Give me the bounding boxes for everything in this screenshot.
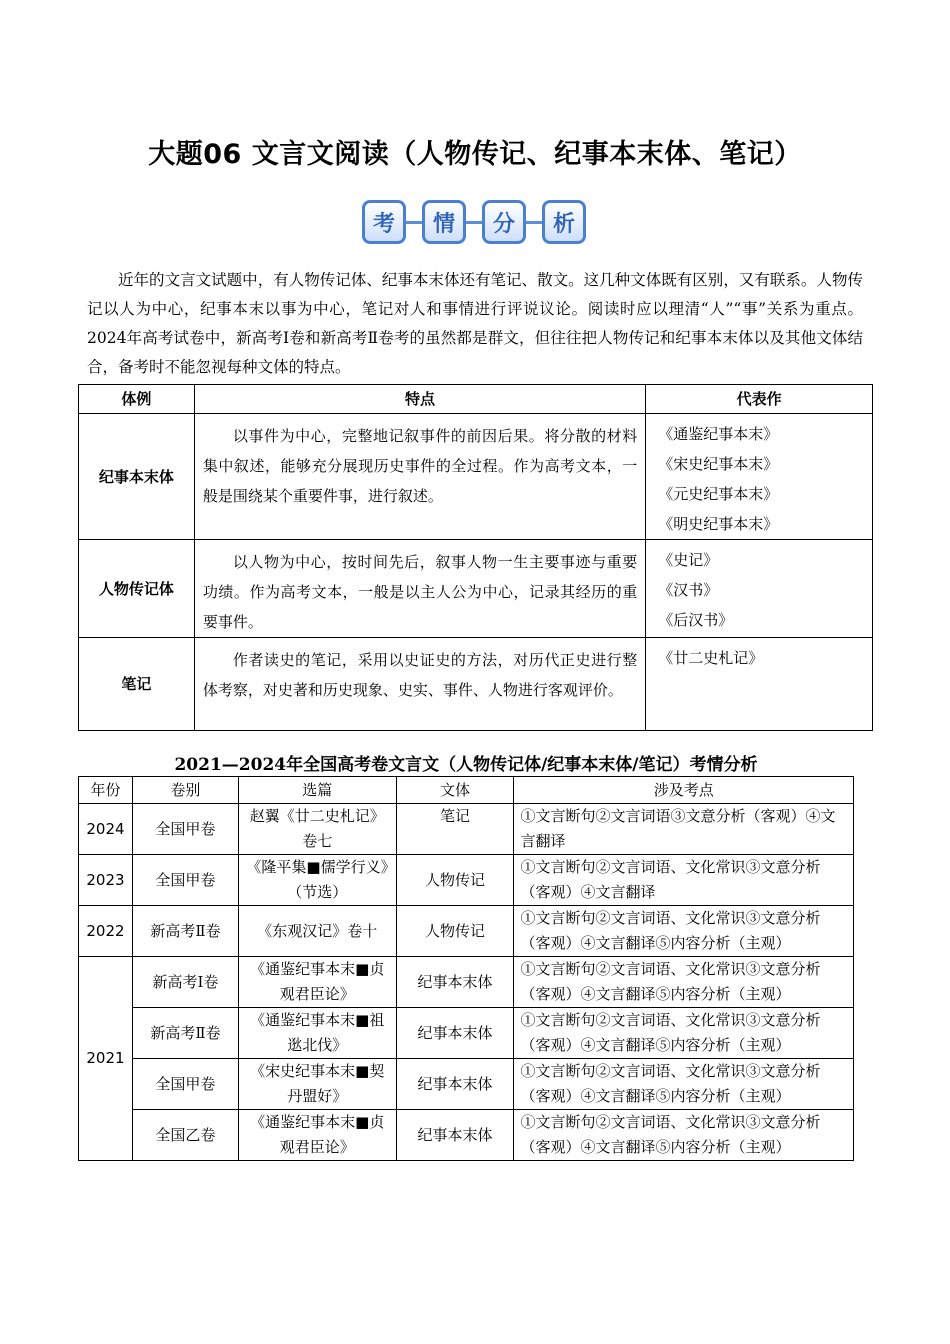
header-cell: 文体 (396, 777, 514, 804)
text-cell: 《通鉴纪事本末■贞观君臣论》 (238, 957, 396, 1008)
year-cell: 2021 (79, 957, 133, 1161)
section-badge (362, 196, 588, 248)
table-row (79, 414, 873, 540)
text-cell: 《通鉴纪事本末■祖逖北伐》 (238, 1008, 396, 1059)
text-cell: 《隆平集■儒学行义》（节选） (238, 855, 396, 906)
page-title: 大题06 文言文阅读（人物传记、纪事本末体、笔记） (148, 139, 802, 170)
exam-analysis-table (78, 776, 854, 1161)
genre-works (646, 414, 873, 540)
paper-cell: 新高考Ⅱ卷 (132, 1008, 238, 1059)
genre-type: 笔记 (79, 638, 195, 731)
genre-desc: 以人物为中心，按时间先后，叙事人物一生主要事迹与重要功绩。作为高考文本，一般是以主人公为中心，记录其经历的重要事件。 (194, 540, 645, 638)
badge-char: 情 (422, 200, 466, 244)
genre-type: 纪事本末体 (79, 414, 195, 540)
header-cell: 特点 (194, 385, 645, 414)
text-cell: 《通鉴纪事本末■贞观君臣论》 (238, 1110, 396, 1161)
work-title: 《元史纪事本末》 (658, 485, 779, 503)
header-cell: 卷别 (132, 777, 238, 804)
text-cell: 《宋史纪事本末■契丹盟好》 (238, 1059, 396, 1110)
paper-cell: 全国甲卷 (132, 804, 238, 855)
genre-cell: 纪事本末体 (396, 1110, 514, 1161)
genre-table-header (79, 385, 873, 414)
points-cell: ①文言断句②文言词语③文意分析（客观）④文言翻译 (514, 804, 854, 855)
genre-cell: 纪事本末体 (396, 1059, 514, 1110)
table-row (79, 540, 873, 638)
work-title: 《通鉴纪事本末》 (658, 425, 779, 443)
genre-cell: 人物传记 (396, 855, 514, 906)
header-cell: 体例 (79, 385, 195, 414)
points-cell: ①文言断句②文言词语、文化常识③文意分析（客观）④文言翻译⑤内容分析（主观） (514, 1110, 854, 1161)
paper-cell: 全国乙卷 (132, 1110, 238, 1161)
table-row (79, 1110, 854, 1161)
points-cell: ①文言断句②文言词语、文化常识③文意分析（客观）④文言翻译⑤内容分析（主观） (514, 1059, 854, 1110)
text-cell: 《东观汉记》卷十 (238, 906, 396, 957)
header-cell: 涉及考点 (514, 777, 854, 804)
intro-paragraph: 近年的文言文试题中，有人物传记体、纪事本末体还有笔记、散文。这几种文体既有区别，又有联系。人物传记以人为中心，纪事本末以事为中心，笔记对人和事情进行评说议论。阅读时应以理清“人”“事”关系为重点。2024年高考试卷中，新高考Ⅰ卷和新高考Ⅱ卷考的虽然都是群文，但往往把人物传记和纪事本末体以及其他文体结合，备考时不能忽视每种文体的特点。 (87, 271, 863, 376)
year-cell: 2024 (79, 804, 133, 855)
genre-cell: 纪事本末体 (396, 1008, 514, 1059)
table-row (79, 804, 854, 855)
work-title: 《宋史纪事本末》 (658, 455, 779, 473)
work-title: 《明史纪事本末》 (658, 515, 779, 533)
work-title: 《后汉书》 (658, 611, 734, 629)
header-cell: 年份 (79, 777, 133, 804)
badge-char: 析 (542, 200, 586, 244)
paper-cell: 新高考Ⅱ卷 (132, 906, 238, 957)
genre-works (646, 540, 873, 638)
paper-cell: 全国甲卷 (132, 1059, 238, 1110)
points-cell: ①文言断句②文言词语、文化常识③文意分析（客观）④文言翻译⑤内容分析（主观） (514, 1008, 854, 1059)
work-title: 《汉书》 (658, 581, 719, 599)
badge-char: 分 (482, 200, 526, 244)
exam-table-header (79, 777, 854, 804)
genre-works (646, 638, 873, 731)
header-cell: 代表作 (646, 385, 873, 414)
genre-cell: 人物传记 (396, 906, 514, 957)
year-cell: 2023 (79, 855, 133, 906)
table-row (79, 906, 854, 957)
genre-cell: 笔记 (396, 804, 514, 855)
genre-type: 人物传记体 (79, 540, 195, 638)
work-title: 《廿二史札记》 (658, 649, 764, 667)
table-row (79, 1059, 854, 1110)
genre-desc: 作者读史的笔记，采用以史证史的方法，对历代正史进行整体考察，对史著和历史现象、史实、事件、人物进行客观评价。 (194, 638, 645, 731)
paper-cell: 全国甲卷 (132, 855, 238, 906)
work-title: 《史记》 (658, 551, 719, 569)
table-row (79, 1008, 854, 1059)
points-cell: ①文言断句②文言词语、文化常识③文意分析（客观）④文言翻译⑤内容分析（主观） (514, 957, 854, 1008)
table-row (79, 638, 873, 731)
badge-char: 考 (362, 200, 406, 244)
paper-cell: 新高考Ⅰ卷 (132, 957, 238, 1008)
points-cell: ①文言断句②文言词语、文化常识③文意分析（客观）④文言翻译⑤内容分析（主观） (514, 906, 854, 957)
exam-table-title: 2021—2024年全国高考卷文言文（人物传记体/纪事本末体/笔记）考情分析 (174, 755, 758, 775)
year-cell: 2022 (79, 906, 133, 957)
table-row (79, 855, 854, 906)
genre-desc: 以事件为中心，完整地记叙事件的前因后果。将分散的材料集中叙述，能够充分展现历史事件的全过程。作为高考文本，一般是围绕某个重要件事，进行叙述。 (194, 414, 645, 540)
genre-cell: 纪事本末体 (396, 957, 514, 1008)
table-row (79, 957, 854, 1008)
text-cell: 赵翼《廿二史札记》卷七 (238, 804, 396, 855)
points-cell: ①文言断句②文言词语、文化常识③文意分析（客观）④文言翻译 (514, 855, 854, 906)
genre-table (78, 384, 873, 731)
header-cell: 选篇 (238, 777, 396, 804)
